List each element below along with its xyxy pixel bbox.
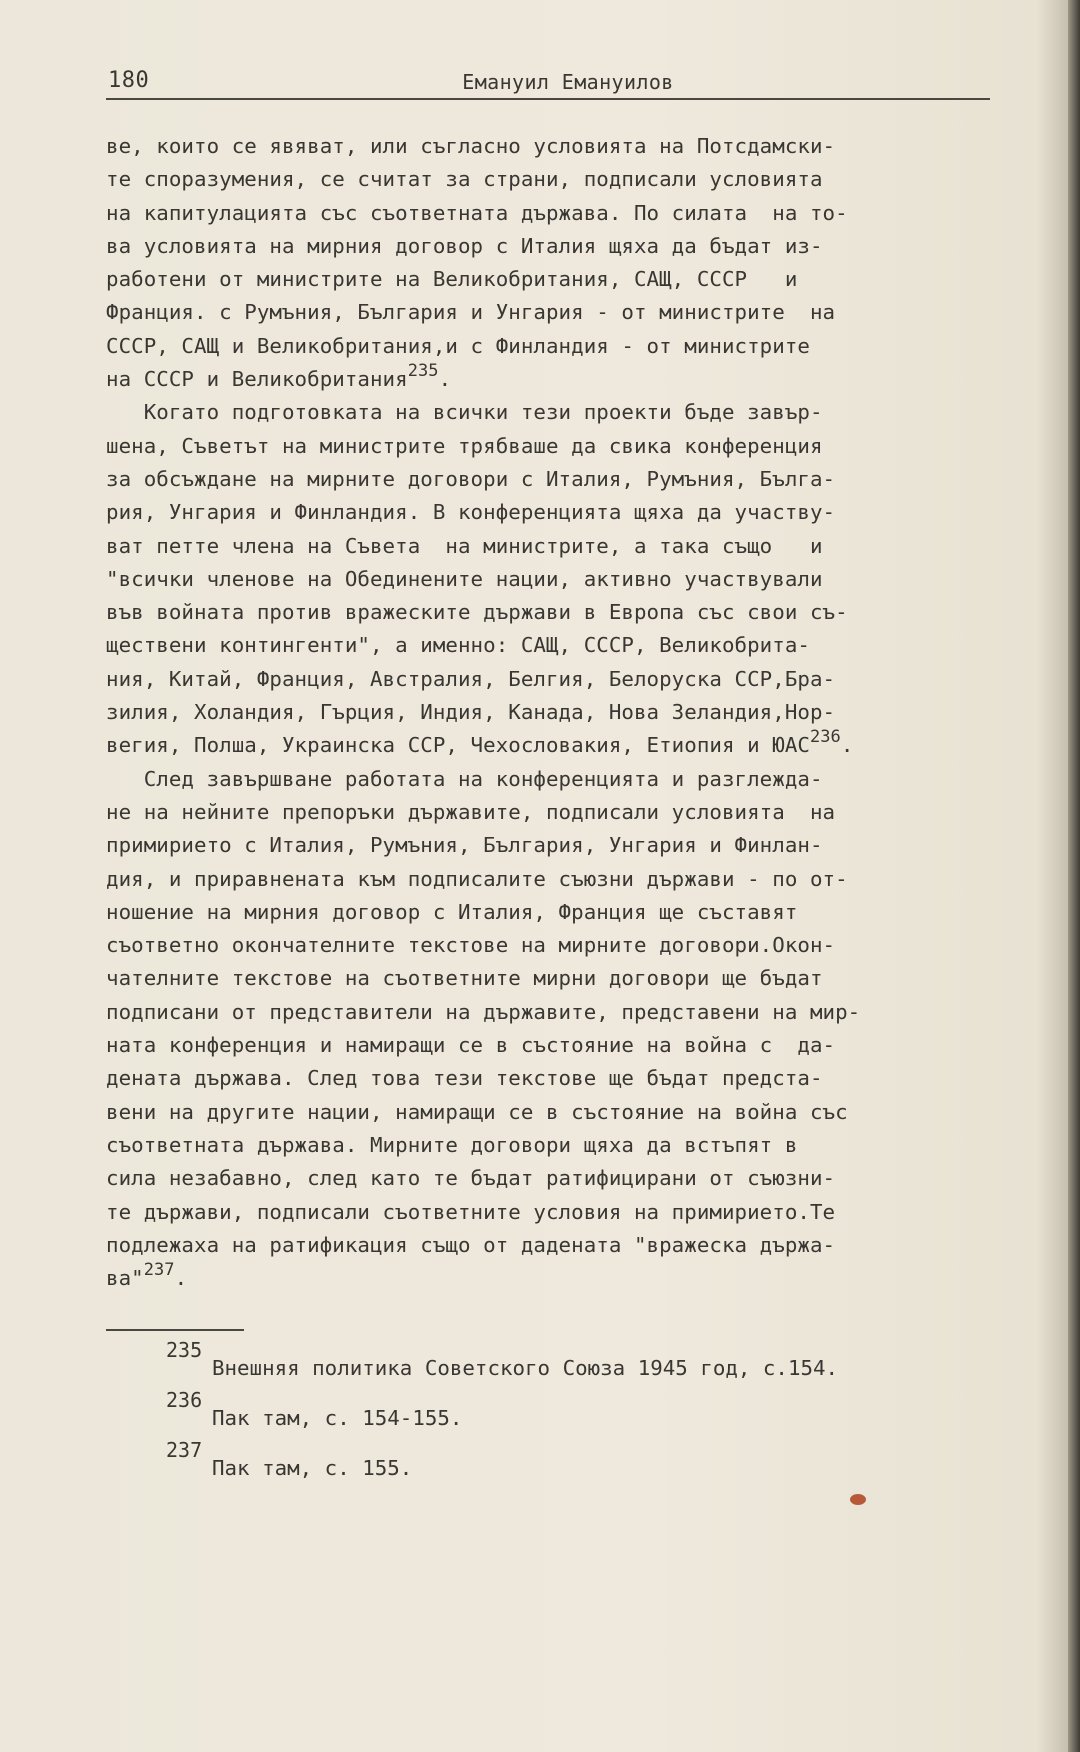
text-line: дената държава. След това тези текстове ще бъдат предста- (106, 1066, 823, 1091)
running-head: Емануил Емануилов (462, 70, 674, 94)
text-line: подлежаха на ратификация също от дадената "вражеска държа- (106, 1232, 836, 1257)
text-line: подписани от представители на държавите, представени на мир- (106, 999, 861, 1024)
footnote-text: Внешняя политика Советского Союза 1945 год, с.154. (212, 1356, 839, 1380)
text-line: "всички членове на Обединените нации, активно участвували (106, 566, 823, 591)
period: . (174, 1266, 188, 1291)
text-line-with-ref (106, 363, 996, 396)
text-line: рия, Унгария и Финландия. В конференцията щяха да участву- (106, 500, 836, 525)
period: . (840, 733, 854, 758)
text-line: работени от министрите на Великобритания, САЩ, СССР и (106, 267, 798, 292)
text-fragment: ва" (106, 1266, 144, 1291)
text-line: на капитулацията със съответната държава. По силата на то- (106, 200, 848, 225)
footnote-separator (106, 1329, 244, 1331)
text-line: ношение на мирния договор с Италия, Франция ще съставят (106, 899, 798, 924)
text-line: дия, и приравнената към подписалите съюзни държави - по от- (106, 866, 848, 891)
text-line: ната конференция и намиращи се в състояние на война с да- (106, 1033, 836, 1058)
footnote-text: Пак там, с. 154-155. (212, 1406, 463, 1430)
text-line: за обсъждане на мирните договори с Италия, Румъния, Бълга- (106, 466, 836, 491)
footnote-237 (166, 1438, 986, 1488)
text-line: След завършване работата на конференцията и разглежда- (106, 766, 823, 791)
footnote-236 (166, 1388, 986, 1438)
footnote-number: 235 (166, 1338, 203, 1362)
text-line: ществени контингенти", а именно: САЩ, СССР, Великобрита- (106, 633, 810, 658)
text-line: вени на другите нации, намиращи се в състояние на война със (106, 1099, 848, 1124)
footnote-number: 236 (166, 1388, 203, 1412)
text-line: ве, които се явяват, или съгласно условията на Потсдамски- (106, 134, 836, 158)
text-line: съответната държава. Мирните договори щяха да встъпят в (106, 1132, 798, 1157)
footnotes (166, 1338, 986, 1488)
text-line: чателните текстове на съответните мирни договори ще бъдат (106, 966, 823, 991)
text-line: ват петте члена на Съвета на министрите, а така също и (106, 533, 823, 558)
text-line: съответно окончателните текстове на мирните договори.Окон- (106, 933, 836, 958)
text-line: във войната против вражеските държави в Европа със свои съ- (106, 600, 848, 625)
text-line: не на нейните препоръки държавите, подписали условията на (106, 799, 836, 824)
footnote-235 (166, 1338, 986, 1388)
paper-stain (850, 1494, 866, 1505)
text-line: ва условията на мирния договор с Италия щяха да бъдат из- (106, 233, 823, 258)
page-edge-shadow (1068, 0, 1080, 1752)
text-line: шена, Съветът на министрите трябваше да свика конференция (106, 433, 823, 458)
text-line-with-ref (106, 729, 996, 762)
footnote-ref-235: 235 (407, 361, 439, 382)
text-line: те държави, подписали съответните условия на примирието.Те (106, 1199, 836, 1224)
footnote-ref-236: 236 (809, 727, 841, 748)
text-line: зилия, Холандия, Гърция, Индия, Канада, Нова Зеландия,Нор- (106, 700, 836, 725)
text-line: сила незабавно, след като те бъдат ратифицирани от съюзни- (106, 1166, 836, 1191)
text-line-with-ref (106, 1262, 996, 1295)
period: . (438, 367, 452, 392)
page-header (106, 62, 990, 100)
footnote-ref-237: 237 (143, 1260, 175, 1281)
text-fragment: вегия, Полша, Украинска ССР, Чехословакия, Етиопия и ЮАС (106, 733, 810, 758)
text-line: примирието с Италия, Румъния, България, Унгария и Финлан- (106, 833, 823, 858)
footnote-text: Пак там, с. 155. (212, 1456, 413, 1480)
text-line: те споразумения, се считат за страни, подписали условията (106, 167, 823, 192)
body-text (106, 130, 996, 1295)
text-line: Франция. с Румъния, България и Унгария - от министрите на (106, 300, 836, 325)
text-fragment: на СССР и Великобритания (106, 367, 408, 392)
text-line: Когато подготовката на всички тези проекти бъде завър- (106, 400, 823, 425)
page-number: 180 (108, 68, 150, 93)
text-line: СССР, САЩ и Великобритания,и с Финландия - от министрите (106, 333, 810, 358)
text-line: ния, Китай, Франция, Австралия, Белгия, Белоруска ССР,Бра- (106, 666, 836, 691)
footnote-number: 237 (166, 1438, 203, 1462)
